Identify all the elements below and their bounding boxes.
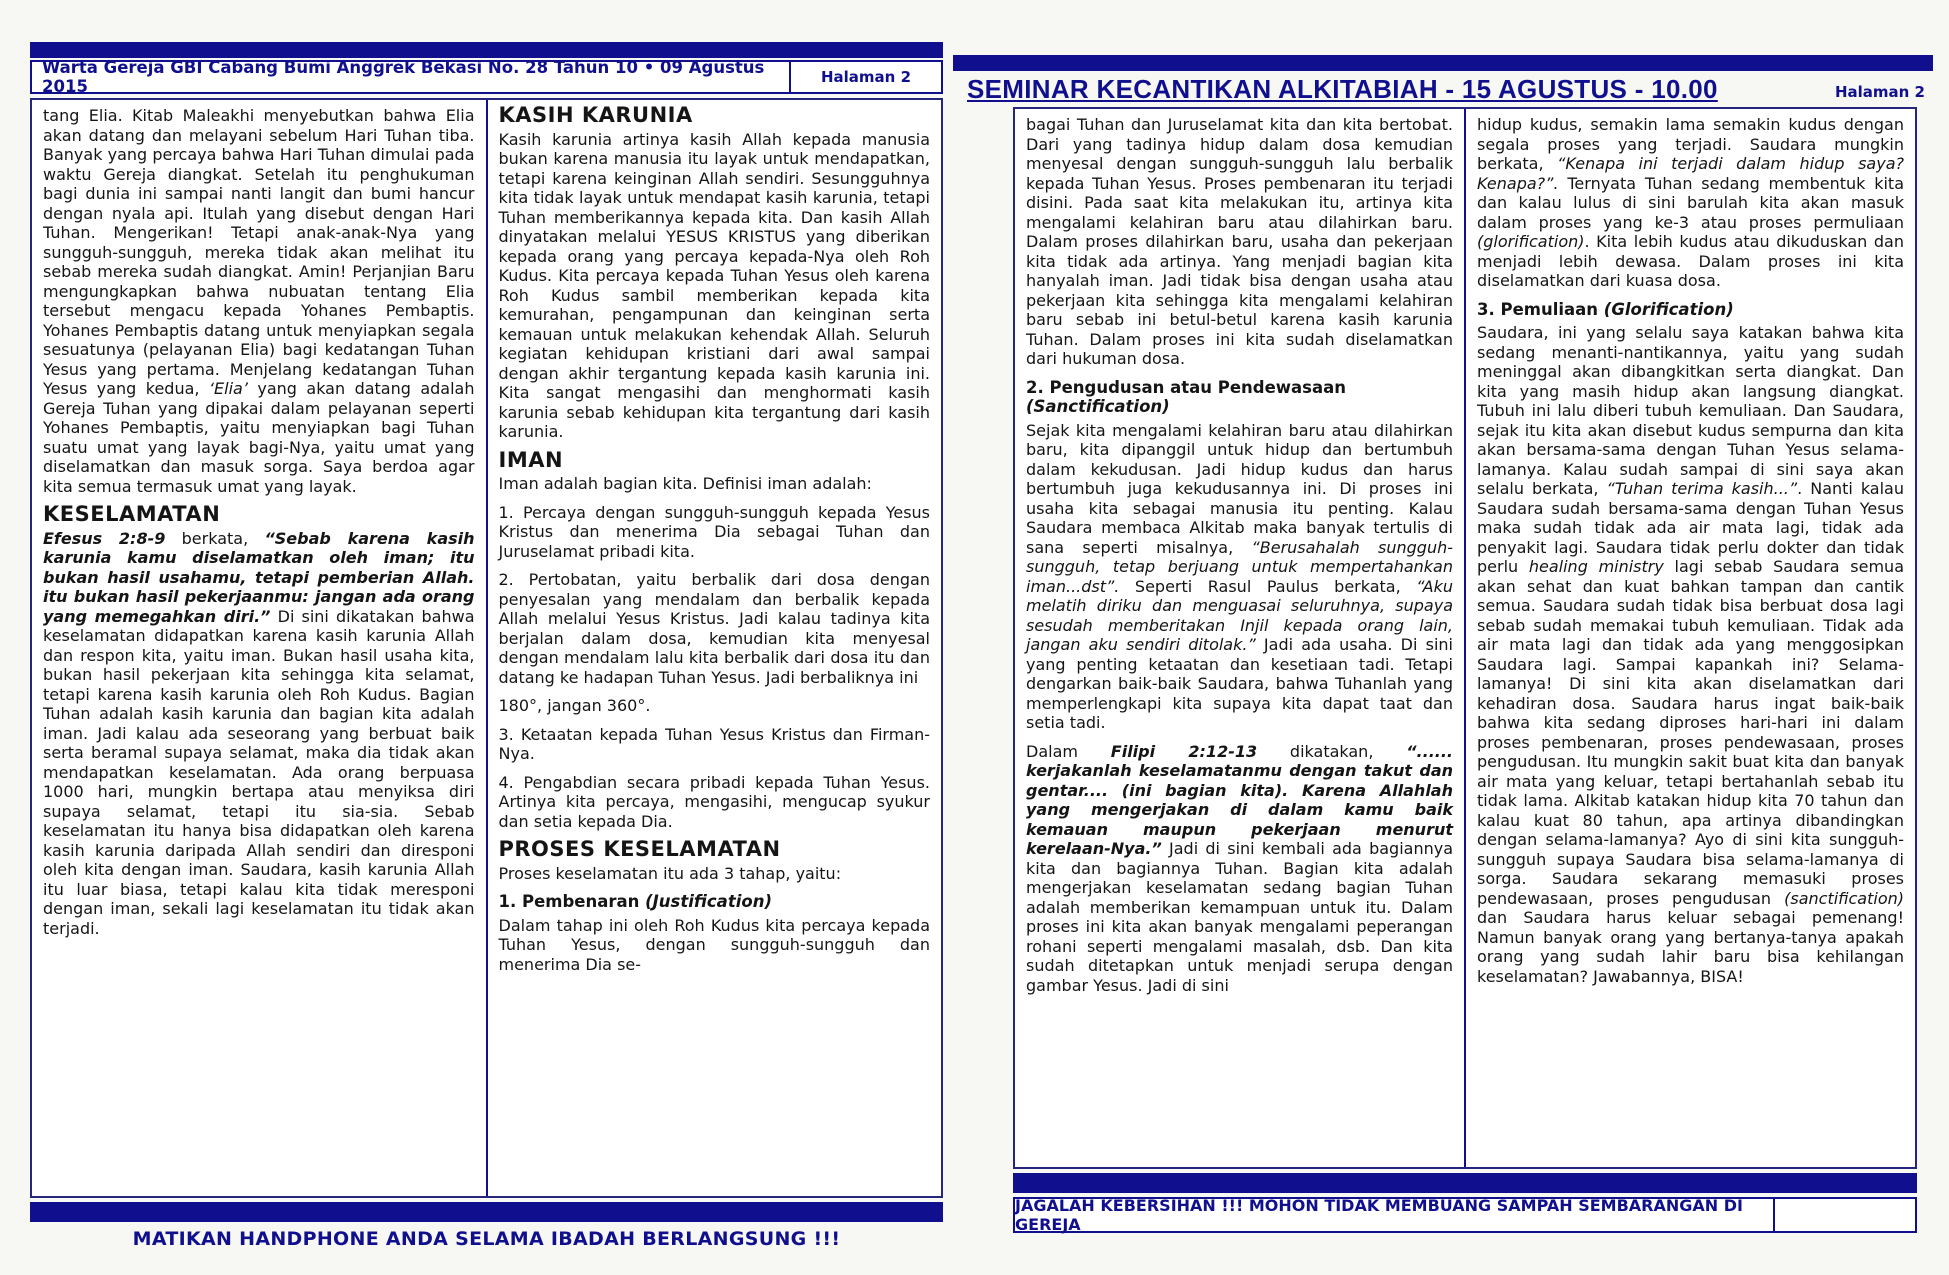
right-header-row <box>953 71 1933 107</box>
paragraph: Saudara, ini yang selalu saya katakan bahwa kita sedang menanti-nantikannya, yaitu yang sudah meninggal akan dibangkitkan serta diangkat. Dan kita yang masih hidup akan langsung diangkat. Tubuh ini lalu diberi tubuh kemuliaan. Dan Saudara, sejak itu kita akan disebut kudus sempurna dan kita akan bersama-sama dengan Tuhan Yesus selama-lamanya. Kalau sudah sampai di sini saya akan selalu berkata, “Tuhan terima kasih...”. Nanti kalau Saudara sudah bersama-sama dengan Tuhan Yesus maka sudah tidak ada air mata lagi, tidak ada penyakit lagi. Saudara tidak perlu dokter dan tidak perlu healing ministry lagi sebab Saudara semua akan sehat dan kuat bahkan tampan dan cantik semua. Saudara sudah tidak bisa berbuat dosa lagi sebab sudah memakai tubuh kemuliaan. Tidak ada air mata lagi dan tidak ada yang menggosipkan Saudara lagi. Sampai kapankah ini? Selama-lamanya! Di sini kita akan diselamatkan dari kehadiran dosa. Saudara harus ingat baik-baik bahwa kita sedang diproses hari-hari ini dalam proses pembenaran, proses pendewasaan, proses pengudusan. Itu mungkin sakit buat kita dan banyak air mata yang keluar, tetapi bertahanlah sebab itu tidak lama. Alkitab katakan hidup kita 70 tahun dan kalau kuat 80 tahun, apa artinya dibandingkan dengan selama-lamanya? Ayo di sini kita sungguh-sungguh supaya Saudara bisa selama-lamanya di sorga. Saudara sekarang memasuki proses pendewasaan, proses pengudusan (sanctification) dan Saudara harus keluar sebagai pemenang! Namun banyak orang yang bertanya-tanya apakah orang yang sudah lahir baru bisa kehilangan keselamatan? Jawabannya, BISA! <box>1477 323 1905 986</box>
section-heading: KASIH KARUNIA <box>498 103 693 127</box>
right-footer-box <box>1013 1197 1917 1233</box>
newsletter-title: Warta Gereja GBI Cabang Bumi Anggrek Bekasi No. 28 Tahun 10 • 09 Agustus 2015 <box>42 58 765 96</box>
sub-heading: 2. Pengudusan atau Pendewasaan (Sanctification) <box>1026 377 1346 416</box>
paragraph: Sejak kita mengalami kelahiran baru atau dilahirkan baru, kita dipanggil untuk hidup dan bertumbuh dalam kekudusan. Jadi hidup kudus dan harus bertumbuh juga kekudusannya ini. Di proses ini usaha kita sebagai manusia itu penting. Kalau Saudara membaca Alkitab maka banyak tertulis di sana seperti misalnya, “Berusahalah sungguh-sungguh, tetap berjuang untuk mempertahankan iman...dst”. Seperti Rasul Paulus berkata, “Aku melatih diriku dan menguasai seluruhnya, supaya sesudah memberitakan Injil kepada orang lain, jangan aku sendiri ditolak.” Jadi ada usaha. Di sini yang penting ketaatan dan kesetiaan tadi. Tetapi dengarkan baik-baik Saudara, bahwa Tuhanlah yang memperlengkapi kita supaya kita dapat taat dan setia tadi. <box>1026 420 1453 732</box>
left-column-2 <box>488 100 942 1196</box>
right-page <box>953 55 1933 1233</box>
left-page-number: Halaman 2 <box>789 62 941 92</box>
paragraph: 2. Pertobatan, yaitu berbalik dari dosa dengan penyesalan yang mendalam dan berbalik kepada Allah melalui Yesus Kristus. Jadi kalau tadinya kita berjalan dalam dosa, kemudian kita menyesal dengan mendalam lalu kita berbalik dari dosa itu dan datang ke hadapan Tuhan Yesus. Jadi berbaliknya ini <box>498 570 930 687</box>
left-footer-notice: MATIKAN HANDPHONE ANDA SELAMA IBADAH BERLANGSUNG !!! <box>132 1228 841 1250</box>
section-heading: PROSES KESELAMATAN <box>498 837 781 861</box>
paragraph: Iman adalah bagian kita. Definisi iman adalah: <box>498 474 872 493</box>
paragraph: 1. Percaya dengan sungguh-sungguh kepada Yesus Kristus dan menerima Dia sebagai Tuhan dan Juruselamat pribadi kita. <box>498 502 930 561</box>
paragraph: Efesus 2:8-9 berkata, “Sebab karena kasih karunia kamu diselamatkan oleh iman; itu bukan hasil usahamu, tetapi pemberian Allah. itu bukan hasil pekerjaanmu: jangan ada orang yang memegahkan diri.” Di sini dikatakan bahwa keselamatan didapatkan karena kasih karunia Allah dan respon kita, yaitu iman. Bukan hasil usaha kita, bukan hasil pekerjaan kita sehingga kita selamat, tetapi karena kasih karunia oleh Roh Kudus. Bagian Tuhan adalah kasih karunia dan bagian kita adalah iman. Jadi kalau ada seseorang yang berbuat baik serta beramal supaya selamat, maka dia tidak akan mendapatkan keselamatan. Ada orang berpuasa 1000 hari, mungkin bertapa atau menyiksa diri supaya selamat, tetapi itu sia-sia. Sebab keselamatan itu hanya bisa didapatkan oleh karena kasih karunia daripada Allah sendiri dan diresponi oleh kita dengan iman. Saudara, kasih karunia Allah itu luar biasa, tetapi kalau kita tidak meresponi dengan iman, sekali lagi keselamatan itu tidak akan terjadi. <box>43 528 475 938</box>
left-top-bar <box>30 42 943 58</box>
left-page <box>30 42 943 1250</box>
right-top-bar <box>953 55 1933 71</box>
right-column-2 <box>1466 109 1915 1167</box>
left-column-1 <box>32 100 486 1196</box>
right-footer-notice: JAGALAH KEBERSIHAN !!! MOHON TIDAK MEMBUANG SAMPAH SEMBARANGAN DI GEREJA <box>1015 1196 1743 1234</box>
paragraph: 4. Pengabdian secara pribadi kepada Tuhan Yesus. Artinya kita percaya, mengasihi, mengucap syukur dan setia kepada Dia. <box>498 772 930 831</box>
right-footer-end-cell <box>1773 1199 1915 1231</box>
paragraph: Kasih karunia artinya kasih Allah kepada manusia bukan karena manusia itu layak untuk mendapatkan, tetapi karena keinginan Allah sendiri. Sesungguhnya kita tidak layak untuk mendapat kasih karunia, tetapi Tuhan memberikannya kepada kita. Dan kasih Allah dinyatakan melalui YESUS KRISTUS yang diberikan kepada orang yang percaya kepada-Nya oleh Roh Kudus. Kita percaya kepada Tuhan Yesus oleh karena Roh Kudus sambil memberikan kepada kita kemurahan, pengampunan dan keinginan serta kemauan untuk melakukan kehendak Allah. Seluruh kegiatan kehidupan kristiani dari awal sampai dengan akhir tergantung kepada kasih karunia ini. Kita sangat mengasihi dan menghormati kasih karunia sebab kehidupan kita tergantung dari kasih karunia. <box>498 129 930 441</box>
paragraph: 3. Ketaatan kepada Tuhan Yesus Kristus dan Firman-Nya. <box>498 724 930 763</box>
sub-heading: 3. Pemuliaan (Glorification) <box>1477 299 1734 319</box>
left-bottom-bar <box>30 1202 943 1222</box>
paragraph: tang Elia. Kitab Maleakhi menyebutkan bahwa Elia akan datang dan melayani sebelum Hari Tuhan tiba. Banyak yang percaya bahwa Hari Tuhan dimulai pada waktu Gereja diangkat. Setelah itu penghukuman bagi dunia ini sampai nanti langit dan bumi hancur dengan nyala api. Itulah yang disebut dengan Hari Tuhan. Mengerikan! Tetapi anak-anak-Nya yang sungguh-sungguh, mereka tidak akan melihat itu sebab mereka sudah diangkat. Amin! Perjanjian Baru mengungkapkan bahwa nubuatan tentang Elia tersebut mengacu kepada Yohanes Pembaptis. Yohanes Pembaptis datang untuk menyiapkan segala sesuatunya (pelayanan Elia) bagi kedatangan Tuhan Yesus yang pertama. Menjelang kedatangan Tuhan Yesus yang kedua, ‘Elia’ yang akan datang adalah Gereja Tuhan yang dipakai dalam pelayanan seperti Yohanes Pembaptis, yaitu menyiapkan bagi Tuhan suatu umat yang layak bagi-Nya, yaitu umat yang diselamatkan dan masuk sorga. Saya berdoa agar kita semua termasuk umat yang layak. <box>43 106 475 496</box>
right-bottom-bar <box>1013 1173 1917 1193</box>
right-page-number: Halaman 2 <box>1834 83 1925 101</box>
paragraph: Dalam Filipi 2:12-13 dikatakan, “...... kerjakanlah keselamatanmu dengan takut dan gentar.... (ini bagian kita). Karena Allahlah yang mengerjakan di dalam kamu baik kemauan maupun pekerjaan menurut kerelaan-Nya.” Jadi di sini kembali ada bagiannya kita dan bagiannya Tuhan. Bagian kita adalah mengerjakan keselamatan sedang bagian Tuhan adalah memberikan kemampuan untuk itu. Dalam proses ini kita akan banyak mengalami peperangan rohani seperti mengalami masalah, dsb. Dan kita sudah ditetapkan untuk menjadi serupa dengan gambar Yesus. Jadi di sini <box>1026 741 1454 995</box>
left-header-box <box>30 60 943 94</box>
left-content-box <box>30 98 943 1198</box>
paragraph: Dalam tahap ini oleh Roh Kudus kita percaya kepada Tuhan Yesus, dengan sungguh-sungguh dan menerima Dia se- <box>498 915 930 974</box>
paragraph: Proses keselamatan itu ada 3 tahap, yaitu: <box>498 863 842 883</box>
sub-heading: 1. Pembenaran (Justification) <box>498 892 772 911</box>
section-heading: KESELAMATAN <box>43 502 221 526</box>
section-heading: IMAN <box>498 447 564 472</box>
seminar-title: SEMINAR KECANTIKAN ALKITABIAH - 15 AGUSTUS - 10.00 <box>967 74 1718 104</box>
paragraph: hidup kudus, semakin lama semakin kudus dengan segala proses yang terjadi. Saudara mungkin berkata, “Kenapa ini terjadi dalam hidup saya? Kenapa?”. Ternyata Tuhan sedang membentuk kita dan kalau lulus di sini barulah kita akan masuk dalam proses yang ke-3 atau proses permuliaan (glorification). Kita lebih kudus atau dikuduskan dan menjadi lebih dewasa. Dalam proses ini kita diselamatkan dari kuasa dosa. <box>1477 115 1904 290</box>
paragraph: 180°, jangan 360°. <box>498 696 651 715</box>
right-column-1 <box>1015 109 1464 1167</box>
paragraph: bagai Tuhan dan Juruselamat kita dan kita bertobat. Dari yang tadinya hidup dalam dosa kemudian menyesal dengan sungguh-sungguh lalu berbalik kepada Tuhan Yesus. Proses pembenaran itu terjadi disini. Pada saat kita melakukan itu, artinya kita mengalami kelahiran baru atau dilahirkan baru. Dalam proses dilahirkan baru, usaha dan pekerjaan kita tidak ada artinya. Yang menjadi bagian kita hanyalah iman. Jadi tidak bisa dengan usaha atau pekerjaan kita sehingga kita mengalami kelahiran baru sebab ini betul-betul karena kasih karunia Tuhan. Dalam proses ini kita sudah diselamatkan dari hukuman dosa. <box>1026 115 1453 368</box>
right-content-box <box>1013 107 1917 1169</box>
